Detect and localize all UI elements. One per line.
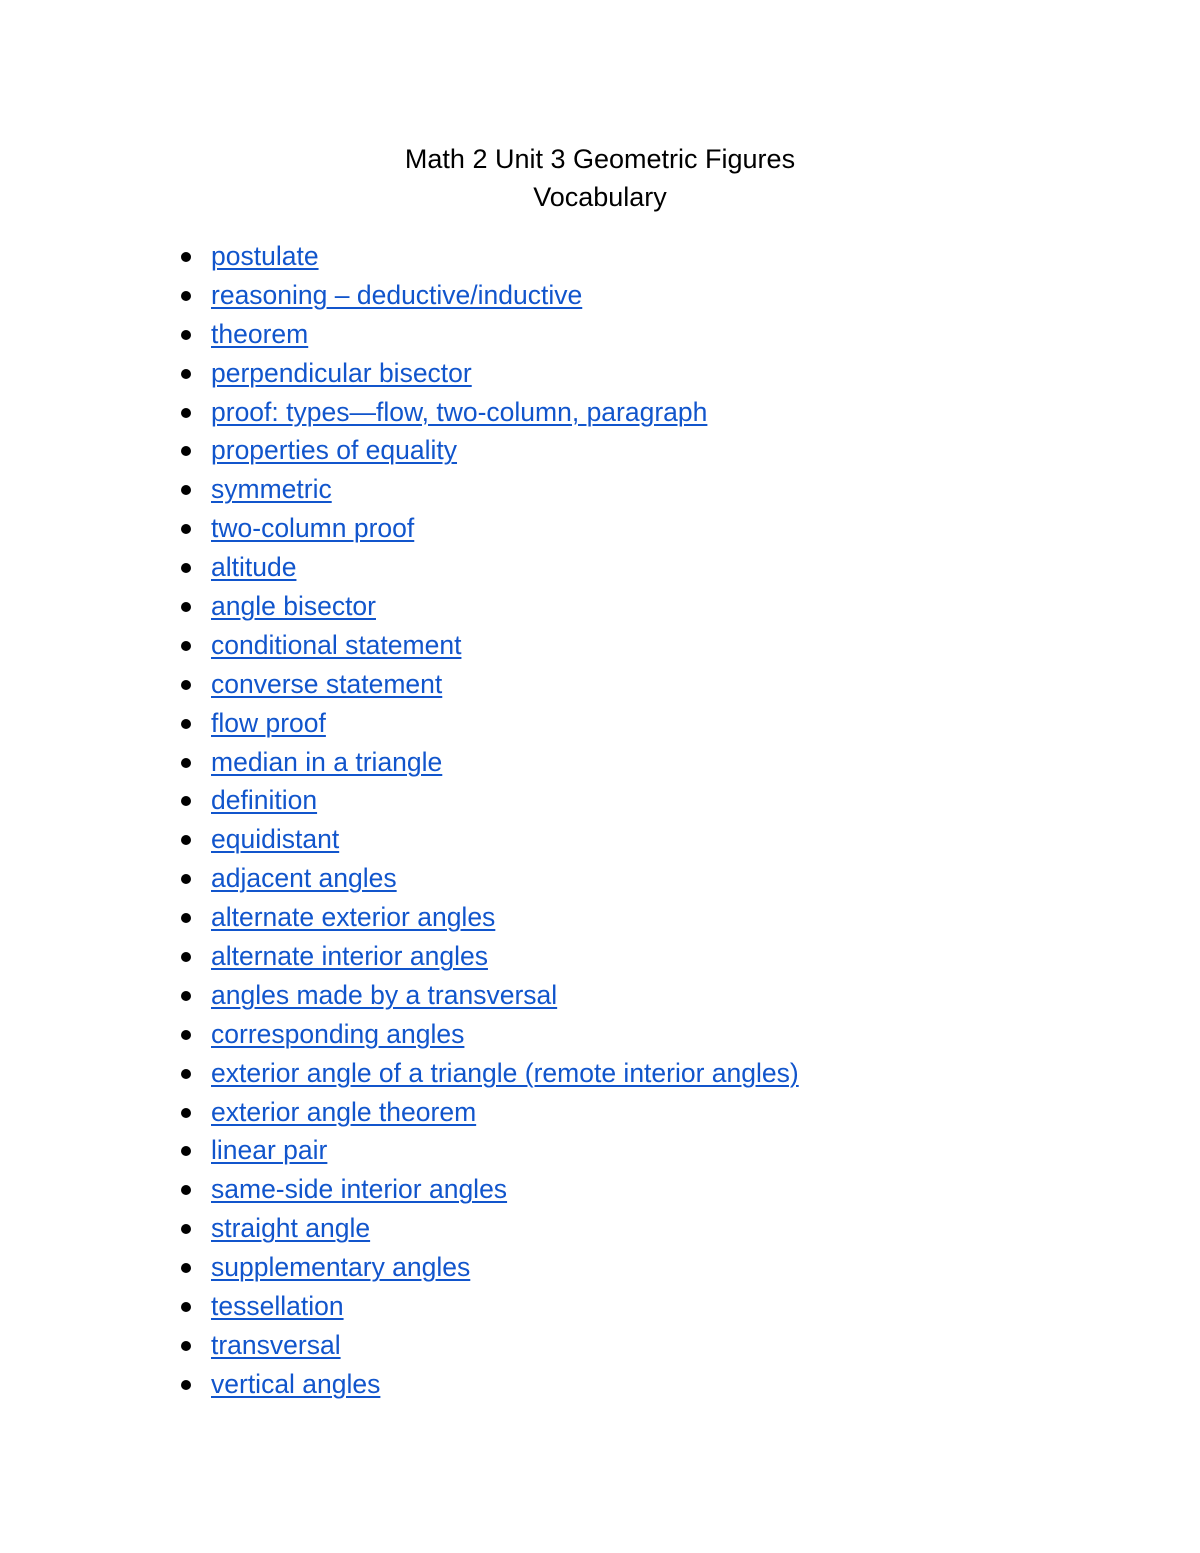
vocabulary-link[interactable]: definition — [211, 785, 318, 816]
vocabulary-link[interactable]: reasoning – deductive/inductive — [211, 279, 583, 310]
bullet-icon — [181, 641, 191, 651]
vocabulary-link[interactable]: alternate interior angles — [211, 941, 488, 972]
bullet-icon — [181, 796, 191, 806]
vocabulary-link[interactable]: altitude — [211, 552, 297, 583]
list-item — [176, 820, 799, 859]
list-item — [176, 237, 799, 276]
vocabulary-link[interactable]: straight angle — [211, 1213, 371, 1244]
vocabulary-link[interactable]: alternate exterior angles — [211, 902, 496, 933]
bullet-icon — [181, 602, 191, 612]
list-item — [176, 470, 799, 509]
bullet-icon — [181, 680, 191, 690]
bullet-icon — [181, 446, 191, 456]
vocabulary-link[interactable]: linear pair — [211, 1135, 328, 1166]
vocabulary-link[interactable]: same-side interior angles — [211, 1174, 508, 1205]
vocabulary-link[interactable]: tessellation — [211, 1291, 344, 1322]
bullet-icon — [181, 835, 191, 845]
vocabulary-link[interactable]: supplementary angles — [211, 1252, 471, 1283]
bullet-icon — [181, 952, 191, 962]
vocabulary-link[interactable]: median in a triangle — [211, 746, 443, 777]
vocabulary-link[interactable]: two-column proof — [211, 513, 415, 544]
bullet-icon — [181, 1380, 191, 1390]
list-item — [176, 1365, 799, 1404]
vocabulary-link[interactable]: transversal — [211, 1329, 341, 1360]
bullet-icon — [181, 1030, 191, 1040]
vocabulary-link[interactable]: perpendicular bisector — [211, 357, 472, 388]
bullet-icon — [181, 1185, 191, 1195]
list-item — [176, 315, 799, 354]
vocabulary-link[interactable]: vertical angles — [211, 1368, 381, 1399]
bullet-icon — [181, 1069, 191, 1079]
list-item — [176, 1093, 799, 1132]
bullet-icon — [181, 1108, 191, 1118]
vocabulary-link[interactable]: converse statement — [211, 668, 443, 699]
list-item — [176, 859, 799, 898]
vocabulary-link[interactable]: equidistant — [211, 824, 340, 855]
vocabulary-link[interactable]: conditional statement — [211, 629, 462, 660]
bullet-icon — [181, 913, 191, 923]
list-item — [176, 937, 799, 976]
vocabulary-link[interactable]: proof: types—flow, two-column, paragraph — [211, 396, 708, 427]
title-line-2: Vocabulary — [533, 182, 667, 212]
vocabulary-list — [176, 237, 799, 1404]
vocabulary-link[interactable]: postulate — [211, 241, 319, 271]
list-item — [176, 431, 799, 470]
bullet-icon — [181, 330, 191, 340]
list-item — [176, 548, 799, 587]
bullet-icon — [181, 485, 191, 495]
list-item — [176, 704, 799, 743]
list-item — [176, 1287, 799, 1326]
list-item — [176, 1015, 799, 1054]
list-item — [176, 626, 799, 665]
vocabulary-link[interactable]: corresponding angles — [211, 1018, 465, 1049]
vocabulary-link[interactable]: angles made by a transversal — [211, 979, 558, 1010]
bullet-icon — [181, 408, 191, 418]
bullet-icon — [181, 291, 191, 301]
list-item — [176, 393, 799, 432]
list-item — [176, 1054, 799, 1093]
bullet-icon — [181, 1224, 191, 1234]
bullet-icon — [181, 563, 191, 573]
list-item — [176, 1326, 799, 1365]
list-item — [176, 665, 799, 704]
list-item — [176, 354, 799, 393]
bullet-icon — [181, 1146, 191, 1156]
bullet-icon — [181, 758, 191, 768]
vocabulary-link[interactable]: symmetric — [211, 474, 332, 505]
vocabulary-link[interactable]: exterior angle of a triangle (remote interior angles) — [211, 1057, 799, 1088]
bullet-icon — [181, 1302, 191, 1312]
list-item — [176, 976, 799, 1015]
title-line-1: Math 2 Unit 3 Geometric Figures — [404, 144, 796, 174]
list-item — [176, 743, 799, 782]
vocabulary-link[interactable]: exterior angle theorem — [211, 1096, 477, 1127]
bullet-icon — [181, 874, 191, 884]
list-item — [176, 1131, 799, 1170]
list-item — [176, 781, 799, 820]
bullet-icon — [181, 991, 191, 1001]
list-item — [176, 587, 799, 626]
list-item — [176, 1170, 799, 1209]
bullet-icon — [181, 524, 191, 534]
vocabulary-link[interactable]: adjacent angles — [211, 863, 397, 894]
vocabulary-link[interactable]: angle bisector — [211, 591, 376, 622]
bullet-icon — [181, 252, 191, 262]
bullet-icon — [181, 1341, 191, 1351]
bullet-icon — [181, 1263, 191, 1273]
bullet-icon — [181, 369, 191, 379]
list-item — [176, 1209, 799, 1248]
list-item — [176, 276, 799, 315]
vocabulary-link[interactable]: flow proof — [211, 707, 326, 738]
list-item — [176, 1248, 799, 1287]
document-title — [0, 140, 1200, 216]
list-item — [176, 898, 799, 937]
list-item — [176, 509, 799, 548]
vocabulary-link[interactable]: theorem — [211, 318, 309, 349]
bullet-icon — [181, 719, 191, 729]
vocabulary-link[interactable]: properties of equality — [211, 435, 458, 466]
